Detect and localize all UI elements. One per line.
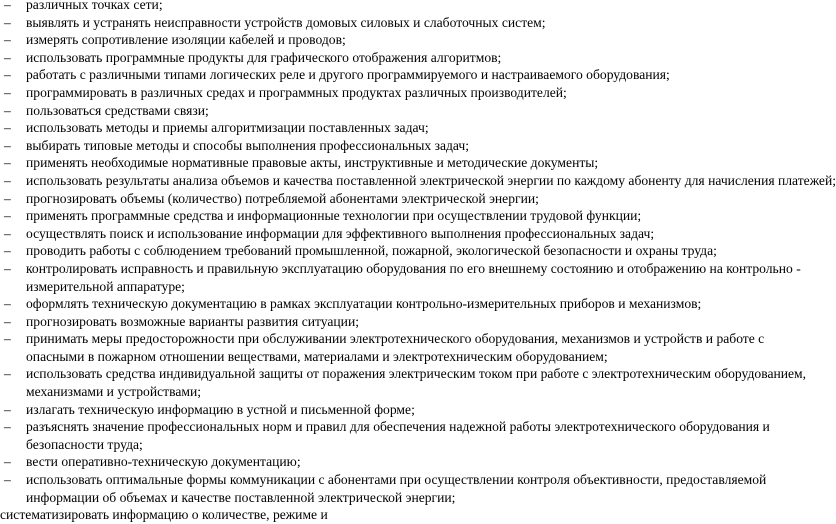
bullet-dash: – xyxy=(4,14,11,30)
bullet-dash: – xyxy=(4,225,11,241)
list-item xyxy=(0,14,816,32)
list-item-text: выбирать типовые методы и способы выполнения профессиональных задач; xyxy=(26,137,470,153)
bullet-dash: – xyxy=(4,32,11,48)
bullet-dash: – xyxy=(4,120,11,136)
bullet-dash: – xyxy=(4,172,11,188)
bullet-dash: – xyxy=(4,84,11,100)
bullet-dash: – xyxy=(4,296,11,312)
list-item xyxy=(0,0,816,14)
list-item xyxy=(0,172,836,190)
list-item-text: выявлять и устранять неисправности устройств домовых силовых и слаботочных систем; xyxy=(26,14,546,30)
bullet-dash: – xyxy=(4,67,11,83)
list-item-text: излагать техническую информацию в устной и письменной форме; xyxy=(26,401,415,417)
list-item-text: пользоваться средствами связи; xyxy=(26,102,209,118)
list-item-text: использовать методы и приемы алгоритмизации поставленных задач; xyxy=(26,120,429,136)
list-item-text: прогнозировать возможные варианты развития ситуации; xyxy=(26,313,360,329)
bullet-dash: – xyxy=(4,0,11,12)
list-item-text: работать с различными типами логических реле и другого программируемого и настраиваемого оборудования; xyxy=(26,67,670,83)
bullet-dash: – xyxy=(4,401,11,417)
list-item xyxy=(0,330,816,365)
list-item-text: осуществлять поиск и использование информации для эффективного выполнения профессиональных задач; xyxy=(26,225,655,241)
list-item xyxy=(0,313,816,331)
list-item-text: измерять сопротивление изоляции кабелей и проводов; xyxy=(26,32,346,48)
list-item xyxy=(0,260,816,295)
bullet-dash: – xyxy=(4,243,11,259)
list-item-text: использовать результаты анализа объемов и качества поставленной электрической энергии по каждому абоненту для начисления платежей; xyxy=(26,172,836,188)
list-item-text: проводить работы с соблюдением требований промышленной, пожарной, экологической безопасности и охраны труда; xyxy=(26,243,717,259)
trailing-paragraph xyxy=(0,506,816,524)
list-item-text: прогнозировать объемы (количество) потребляемой абонентами электрической энергии; xyxy=(26,190,539,206)
list-item xyxy=(0,154,816,172)
list-item-text: использовать средства индивидуальной защиты от поражения электрическим током при работе с электротехническим оборудованием, механизмами и устройствами; xyxy=(26,366,807,400)
list-item xyxy=(0,225,816,243)
list-item xyxy=(0,190,816,208)
list-item xyxy=(0,137,816,155)
list-item xyxy=(0,295,816,313)
list-item xyxy=(0,84,816,102)
list-item xyxy=(0,207,816,225)
list-item-text: использовать оптимальные формы коммуникации с абонентами при осуществлении контроля объективности, предоставляемой информации об объемах и качестве поставленной электрической энергии; xyxy=(26,472,767,505)
list-item-text: использовать программные продукты для графического отображения алгоритмов; xyxy=(26,49,502,65)
bullet-dash: – xyxy=(4,454,11,470)
list-item xyxy=(0,119,816,137)
list-item xyxy=(0,365,816,400)
bullet-dash: – xyxy=(4,260,11,276)
bullet-dash: – xyxy=(4,366,11,382)
bullet-dash: – xyxy=(4,208,11,224)
list-item xyxy=(0,418,816,453)
list-item-text: применять необходимые нормативные правовые акты, инструктивные и методические документы; xyxy=(26,155,599,171)
bullet-dash: – xyxy=(4,313,11,329)
bullet-dash: – xyxy=(4,155,11,171)
list-item xyxy=(0,453,816,471)
list-item-text: применять программные средства и информационные технологии при осуществлении трудовой функции; xyxy=(26,208,642,224)
trailing-paragraph-text: систематизировать информацию о количестве, режиме и xyxy=(0,507,328,523)
bullet-dash: – xyxy=(4,472,11,488)
list-item xyxy=(0,242,816,260)
list-item-text: вести оперативно-техническую документацию; xyxy=(26,454,301,470)
list-item xyxy=(0,31,816,49)
list-item xyxy=(0,49,816,67)
list-item xyxy=(0,401,816,419)
list-item-text: разъяснять значение профессиональных норм и правил для обеспечения надежной работы электротехнического оборудования и безопасности труда; xyxy=(26,419,770,452)
list-item xyxy=(0,102,816,120)
list-item-text: программировать в различных средах и программных продуктах различных производителей; xyxy=(26,84,567,100)
bullet-dash: – xyxy=(4,331,11,347)
list-item-text: принимать меры предосторожности при обслуживании электротехнического оборудования, механизмов и устройств и работе с опасными в пожарном отношении веществами, материалами и электротехническим оборудованием; xyxy=(26,331,765,364)
bullet-dash: – xyxy=(4,102,11,118)
list-item xyxy=(0,66,816,84)
list-item-text: различных точках сети; xyxy=(26,0,163,12)
bullet-dash: – xyxy=(4,49,11,65)
bullet-dash: – xyxy=(4,137,11,153)
list-item-text: оформлять техническую документацию в рамках эксплуатации контрольно-измерительных приборов и механизмов; xyxy=(26,296,702,312)
list-item-text: контролировать исправность и правильную эксплуатацию оборудования по его внешнему состоянию и отображению на контрольно - измерительной аппаратуре; xyxy=(26,260,801,294)
bullet-dash: – xyxy=(4,190,11,206)
bullet-dash: – xyxy=(4,419,11,435)
list-item xyxy=(0,471,816,506)
